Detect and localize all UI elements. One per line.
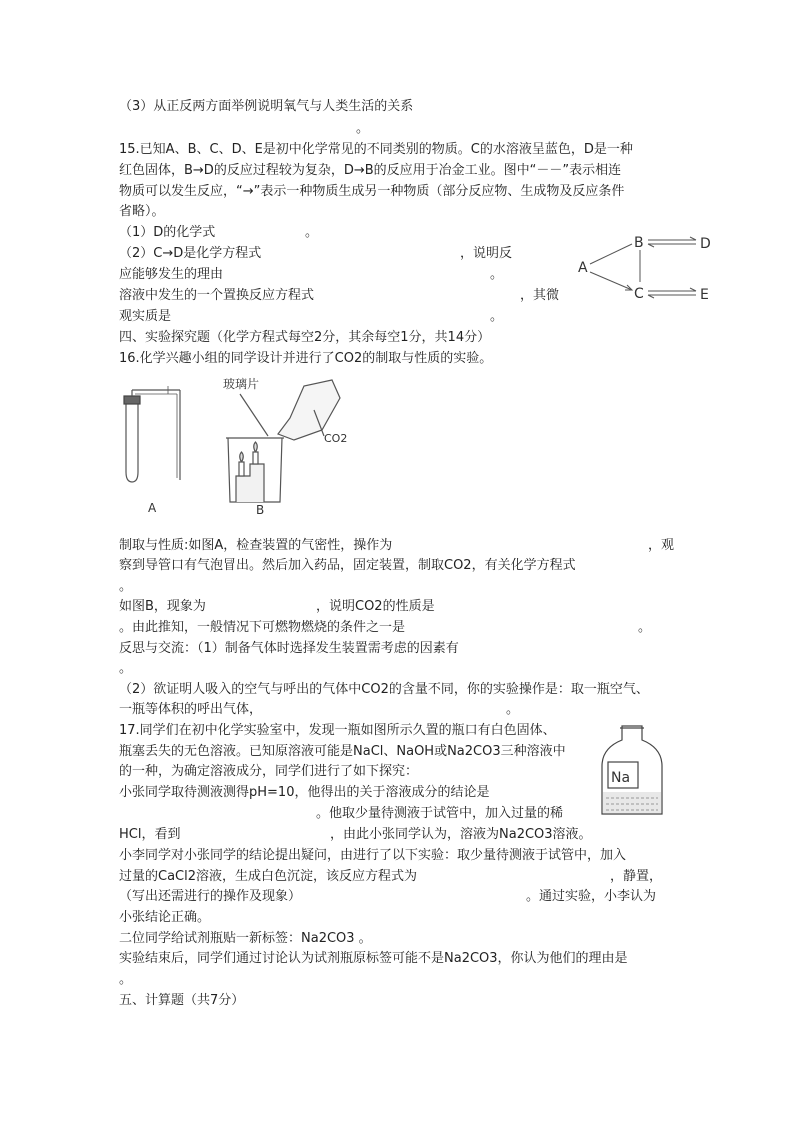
q17-line-10: 小张结论正确。 — [119, 910, 211, 925]
bottle-liquid — [603, 792, 661, 813]
q15-part2: （2）C→D是化学方程式 — [119, 246, 262, 261]
q15-part1: （1）D的化学式 — [119, 225, 216, 240]
glass-plate-label: 玻璃片 — [223, 377, 260, 391]
section-4-title: 四、实验探究题（化学方程式每空2分，其余每空1分，共14分） — [119, 330, 491, 345]
q16-line-6: 反思与交流：（1）制备气体时选择发生装置需考虑的因素有 — [119, 641, 459, 656]
q16-line-4-cont: ，说明CO2的性质是 — [316, 599, 435, 614]
c-e-arrows — [648, 288, 696, 298]
q17-line-4: 小张同学取待测液测得pH=10，他得出的关于溶液成分的结论是 — [119, 785, 490, 800]
node-b: B — [634, 235, 644, 251]
q17-line-9-end: 。通过实验，小李认为 — [526, 889, 657, 904]
q16-line-7: 。 — [119, 661, 133, 676]
q15-part3-essence: 观实质是 — [119, 309, 172, 324]
q15-line-1: 15.已知A、B、C、D、E是初中化学常见的不同类别的物质。C的水溶液呈蓝色，D是一种 — [119, 142, 633, 157]
a-b-c-links — [590, 244, 640, 290]
q17-line-12: 实验结束后，同学们通过讨论认为试剂瓶原标签可能不是Na2CO3，你认为他们的理由是 — [119, 951, 628, 966]
q14-3-end: 。 — [356, 121, 370, 136]
q17-line-11: 二位同学给试剂瓶贴一新标签：Na2CO3 。 — [119, 931, 372, 946]
q15-part3-end: 。 — [490, 309, 504, 324]
q17-line-2: 瓶塞丢失的无色溶液。已知原溶液可能是NaCl、NaOH或Na2CO3三种溶液中 — [119, 744, 566, 759]
co2-label: CO2 — [324, 432, 348, 445]
node-a: A — [578, 260, 588, 276]
relation-diagram — [570, 228, 730, 308]
node-d: D — [700, 236, 711, 252]
q16-apparatus-figure — [118, 372, 368, 520]
q17-line-9: （写出还需进行的操作及现象） — [119, 889, 302, 904]
q15-line-3: 物质可以发生反应，“→”表示一种物质生成另一种物质（部分反应物、生成物及反应条件 — [119, 184, 625, 199]
q14-3-text: （3）从正反两方面举例说明氧气与人类生活的关系 — [119, 99, 414, 114]
q16-intro: 16.化学兴趣小组的同学设计并进行了CO2的制取与性质的实验。 — [119, 351, 493, 366]
node-c: C — [634, 286, 644, 302]
q16-line-5: 。由此推知，一般情况下可燃物燃烧的条件之一是 — [119, 620, 406, 635]
q16-line-9: 一瓶等体积的呼出气体， — [119, 702, 263, 717]
q15-part3: 溶液中发生的一个置换反应方程式 — [119, 288, 315, 303]
q15-line-2: 红色固体，B→D的反应过程较为复杂，D→B的反应用于冶金工业。图中“－－”表示相连 — [119, 163, 622, 178]
node-e: E — [700, 287, 709, 303]
q17-line-8-end: ，静置， — [610, 869, 663, 884]
q16-line-1-end: ，观 — [648, 538, 675, 553]
q17-line-3: 的一种，为确定溶液成分，同学们进行了如下探究： — [119, 764, 419, 779]
label-a: A — [148, 501, 157, 515]
q17-line-8: 过量的CaCl2溶液，生成白色沉淀，该反应方程式为 — [119, 869, 418, 884]
q16-line-2: 察到导管口有气泡冒出。然后加入药品，固定装置，制取CO2，有关化学方程式 — [119, 558, 576, 573]
q17-line-6: HCl，看到 — [119, 827, 181, 842]
q15-part3-cont: ，其微 — [520, 288, 560, 303]
q16-line-5-end: 。 — [638, 620, 652, 635]
q17-line-1: 17.同学们在初中化学实验室中，发现一瓶如图所示久置的瓶口有白色固体、 — [119, 723, 556, 738]
q17-line-13: 。 — [119, 972, 133, 987]
q16-line-3: 。 — [119, 579, 133, 594]
q15-part1-end: 。 — [305, 225, 319, 240]
label-b: B — [256, 503, 265, 517]
apparatus-b — [226, 380, 340, 502]
q15-part2-reason: 应能够发生的理由 — [119, 267, 224, 282]
q15-line-4: 省略）。 — [119, 204, 165, 219]
q17-line-7: 小李同学对小张同学的结论提出疑问，由进行了以下实验：取少量待测液于试管中，加入 — [119, 848, 627, 863]
q17-line-6-cont: ，由此小张同学认为，溶液为Na2CO3溶液。 — [330, 827, 592, 842]
q16-line-1: 制取与性质:如图A，检查装置的气密性，操作为 — [119, 538, 393, 553]
reagent-bottle-figure — [598, 722, 666, 820]
q17-line-5: 。他取少量待测液于试管中，加入过量的稀 — [316, 806, 564, 821]
q16-line-8: （2）欲证明人吸入的空气与呼出的气体中CO2的含量不同，你的实验操作是：取一瓶空气、 — [119, 682, 649, 697]
q16-line-9-end: 。 — [506, 702, 520, 717]
section-5-title: 五、计算题（共7分） — [119, 993, 245, 1008]
q15-part2-cont: ，说明反 — [460, 246, 513, 261]
apparatus-a — [124, 386, 180, 482]
b-d-arrows — [648, 237, 696, 247]
bottle-label-text: Na — [611, 770, 631, 786]
q15-part2-end: 。 — [490, 267, 504, 282]
q16-line-4: 如图B，现象为 — [119, 599, 206, 614]
